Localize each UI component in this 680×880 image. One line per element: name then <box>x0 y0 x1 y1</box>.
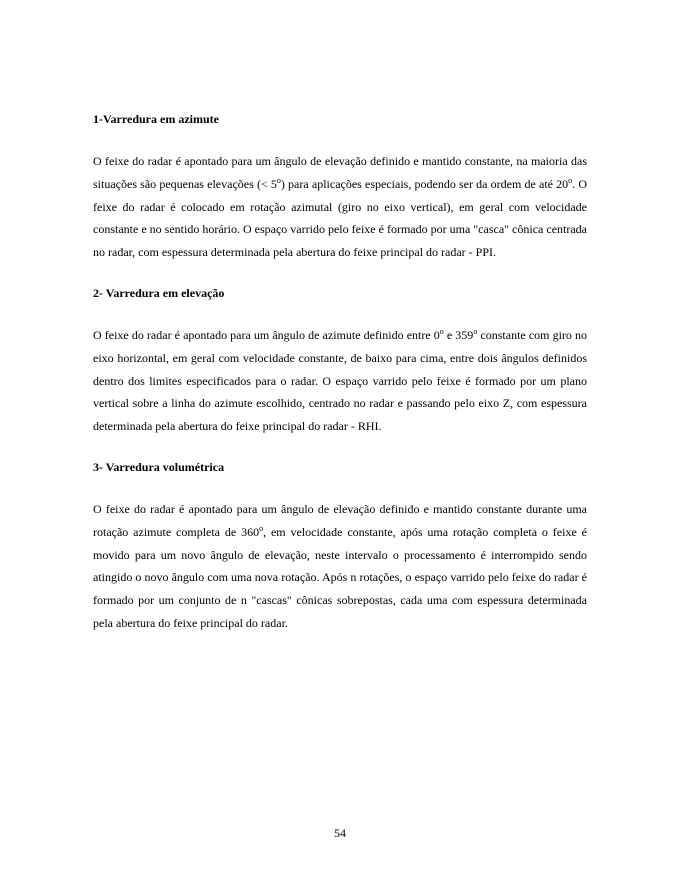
degree-superscript: o <box>276 175 281 185</box>
section-paragraph-volumetric-scan <box>93 498 587 635</box>
section-heading-volumetric-scan: 3- Varredura volumétrica <box>93 459 225 474</box>
degree-superscript: o <box>439 326 444 336</box>
degree-superscript: o <box>259 523 264 533</box>
section-paragraph-azimuth-scan <box>93 150 587 264</box>
section-heading-azimuth-scan: 1-Varredura em azimute <box>93 112 219 126</box>
degree-superscript: o <box>473 326 478 336</box>
text-run: O feixe do radar é apontado para um ângulo de azimute definido entre 0 <box>93 327 440 342</box>
degree-superscript: o <box>568 175 573 185</box>
page-number: 54 <box>334 826 346 840</box>
text-run: e 359 <box>443 327 474 342</box>
text-run: constante com giro no eixo horizontal, em geral com velocidade constante, de baixo para cima, entre dois ângulos definidos dentro dos limites especificados para o radar. O espaço varrido pelo feixe é formado por um plano vertical sobre a linha do azimute escolhido, centrado no radar e passando pelo eixo Z, com espessura determinada pela abertura do feixe principal do radar - RHI. <box>93 327 588 434</box>
text-run: O feixe do radar é apontado para um ângulo de elevação definido e mantido constante durante uma rotação azimute completa de 360 <box>93 501 587 539</box>
text-run: O feixe do radar é apontado para um ângulo de elevação definido e mantido constante, na maioria das situações são pequenas elevações (< 5 <box>93 154 587 191</box>
text-run: , em velocidade constante, após uma rotação completa o feixe é movido para um novo ângulo de elevação, neste intervalo o processamento é interrompido sendo atingido o novo ângulo com uma nova rotação. Após n rotações, o espaço varrido pelo feixe do radar é formado por um conjunto de n "cascas" cônicas sobrepostas, cada uma com espessura determinada pela abertura do feixe principal do radar. <box>93 524 587 630</box>
text-run: . O feixe do radar é colocado em rotação azimutal (giro no eixo vertical), em geral com velocidade constante e no sentido horário. O espaço varrido pelo feixe é formado por uma "casca" cônica centrada no radar, com espessura determinada pela abertura do feixe principal do radar - PPI. <box>93 176 587 260</box>
text-run: ) para aplicações especiais, podendo ser da ordem de até 20 <box>280 176 569 191</box>
section-heading-elevation-scan: 2- Varredura em elevação <box>93 285 225 300</box>
section-paragraph-elevation-scan <box>93 324 587 438</box>
document-page <box>93 110 587 635</box>
